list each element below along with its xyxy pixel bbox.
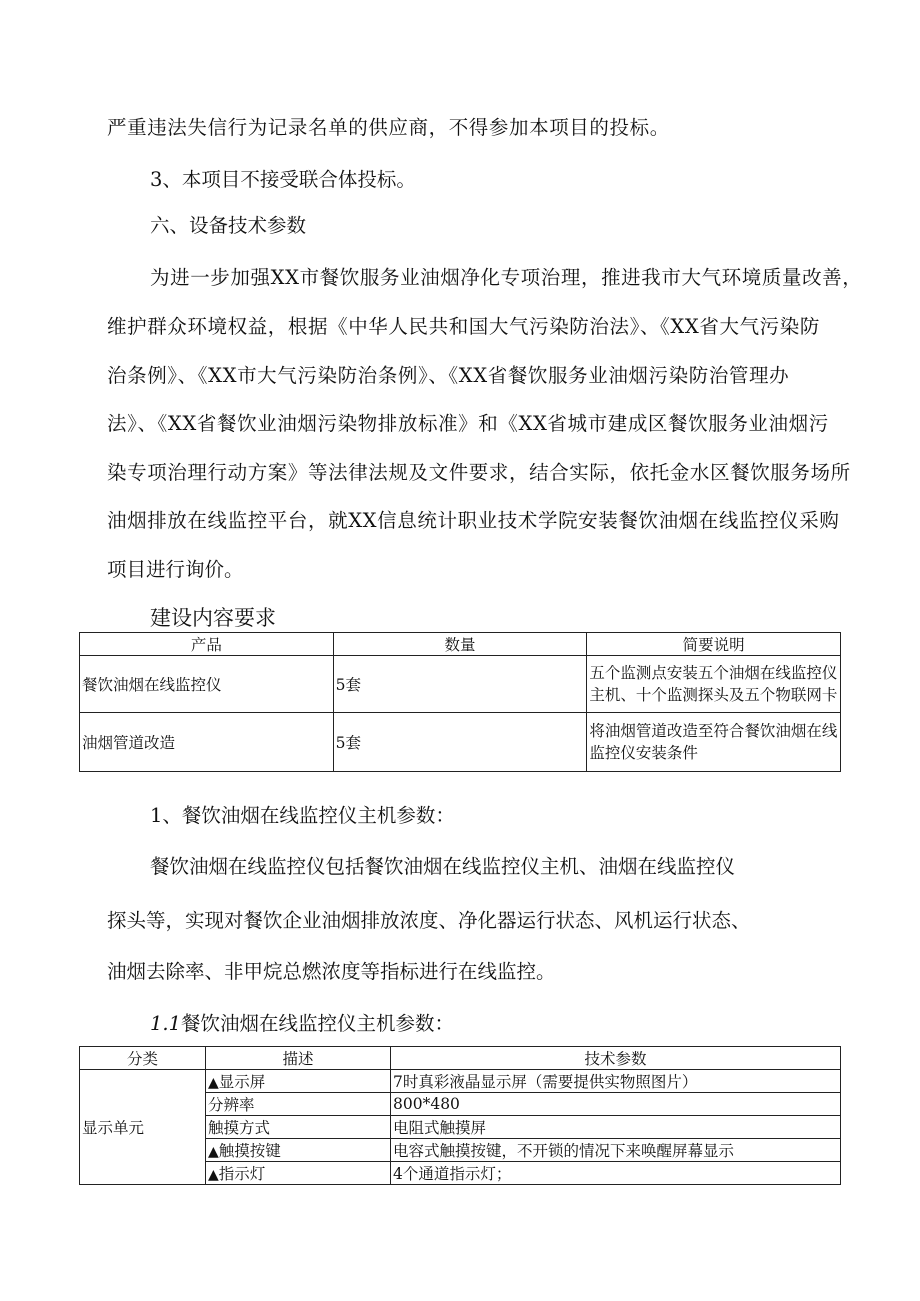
table-row <box>80 1070 841 1093</box>
desc-label: 触摸按键 <box>218 1142 281 1160</box>
intro-line: 治条例》、《XX市大气污染防治条例》、《XX省餐饮服务业油烟污染防治管理办 <box>107 364 790 387</box>
column-header: 分类 <box>80 1047 206 1070</box>
desc-cell: 分辨率 <box>206 1093 391 1116</box>
category-cell: 显示单元 <box>80 1070 206 1185</box>
table-row <box>80 656 841 713</box>
paragraph-line: 严重违法失信行为记录名单的供应商，不得参加本项目的投标。 <box>107 116 670 139</box>
section-line: 油烟去除率、非甲烷总燃浓度等指标进行在线监控。 <box>107 960 556 983</box>
paragraph-line: 3、本项目不接受联合体投标。 <box>150 168 416 191</box>
param-cell: 800*480 <box>391 1093 841 1116</box>
desc-cell <box>206 1162 391 1185</box>
column-header: 数量 <box>333 633 587 656</box>
intro-line: 项目进行询价。 <box>107 558 244 581</box>
table-header-row <box>80 633 841 656</box>
table-row <box>80 713 841 772</box>
intro-line: 法》、《XX省餐饮业油烟污染物排放标准》和《XX省城市建成区餐饮服务业油烟污 <box>107 412 829 435</box>
subsection-label: 餐饮油烟在线监控仪主机参数： <box>181 1012 455 1035</box>
section-line: 探头等，实现对餐饮企业油烟排放浓度、净化器运行状态、风机运行状态、 <box>107 909 751 932</box>
intro-line: 染专项治理行动方案》等法律法规及文件要求，结合实际，依托金水区餐饮服务场所 <box>107 461 851 484</box>
desc-cell: 五个监测点安装五个油烟在线监控仪主机、十个监测探头及五个物联网卡 <box>587 656 841 713</box>
table-title: 建设内容要求 <box>150 606 276 630</box>
product-cell: 餐饮油烟在线监控仪 <box>80 656 334 713</box>
section-line: 餐饮油烟在线监控仪包括餐饮油烟在线监控仪主机、油烟在线监控仪 <box>150 855 736 878</box>
product-cell: 油烟管道改造 <box>80 713 334 772</box>
subsection-number: 1.1 <box>150 1012 182 1035</box>
desc-label: 指示灯 <box>218 1165 266 1183</box>
triangle-icon: ▲ <box>208 1167 219 1183</box>
qty-cell: 5套 <box>333 656 587 713</box>
param-cell: 电容式触摸按键，不开锁的情况下来唤醒屏幕显示 <box>391 1139 841 1162</box>
intro-line: 维护群众环境权益，根据《中华人民共和国大气污染防治法》、《XX省大气污染防 <box>107 315 820 338</box>
table-header-row <box>80 1047 841 1070</box>
desc-cell: 将油烟管道改造至符合餐饮油烟在线监控仪安装条件 <box>587 713 841 772</box>
qty-cell: 5套 <box>333 713 587 772</box>
param-cell: 电阻式触摸屏 <box>391 1116 841 1139</box>
triangle-icon: ▲ <box>208 1144 219 1160</box>
column-header: 产品 <box>80 633 334 656</box>
subsection-title <box>150 1014 454 1034</box>
section-title: 1、餐饮油烟在线监控仪主机参数： <box>150 804 455 827</box>
column-header: 简要说明 <box>587 633 841 656</box>
desc-cell: 触摸方式 <box>206 1116 391 1139</box>
column-header: 描述 <box>206 1047 391 1070</box>
host-params-table <box>79 1046 841 1185</box>
section-heading: 六、设备技术参数 <box>150 214 307 237</box>
build-content-table <box>79 632 841 772</box>
param-cell: 7时真彩液晶显示屏（需要提供实物照图片） <box>391 1070 841 1093</box>
param-cell: 4个通道指示灯； <box>391 1162 841 1185</box>
column-header: 技术参数 <box>391 1047 841 1070</box>
desc-cell <box>206 1070 391 1093</box>
intro-line: 为进一步加强XX市餐饮服务业油烟净化专项治理，推进我市大气环境质量改善， <box>150 266 863 289</box>
intro-line: 油烟排放在线监控平台，就XX信息统计职业技术学院安装餐饮油烟在线监控仪采购 <box>107 509 840 532</box>
triangle-icon: ▲ <box>208 1075 219 1091</box>
desc-label: 显示屏 <box>218 1073 266 1091</box>
desc-cell <box>206 1139 391 1162</box>
